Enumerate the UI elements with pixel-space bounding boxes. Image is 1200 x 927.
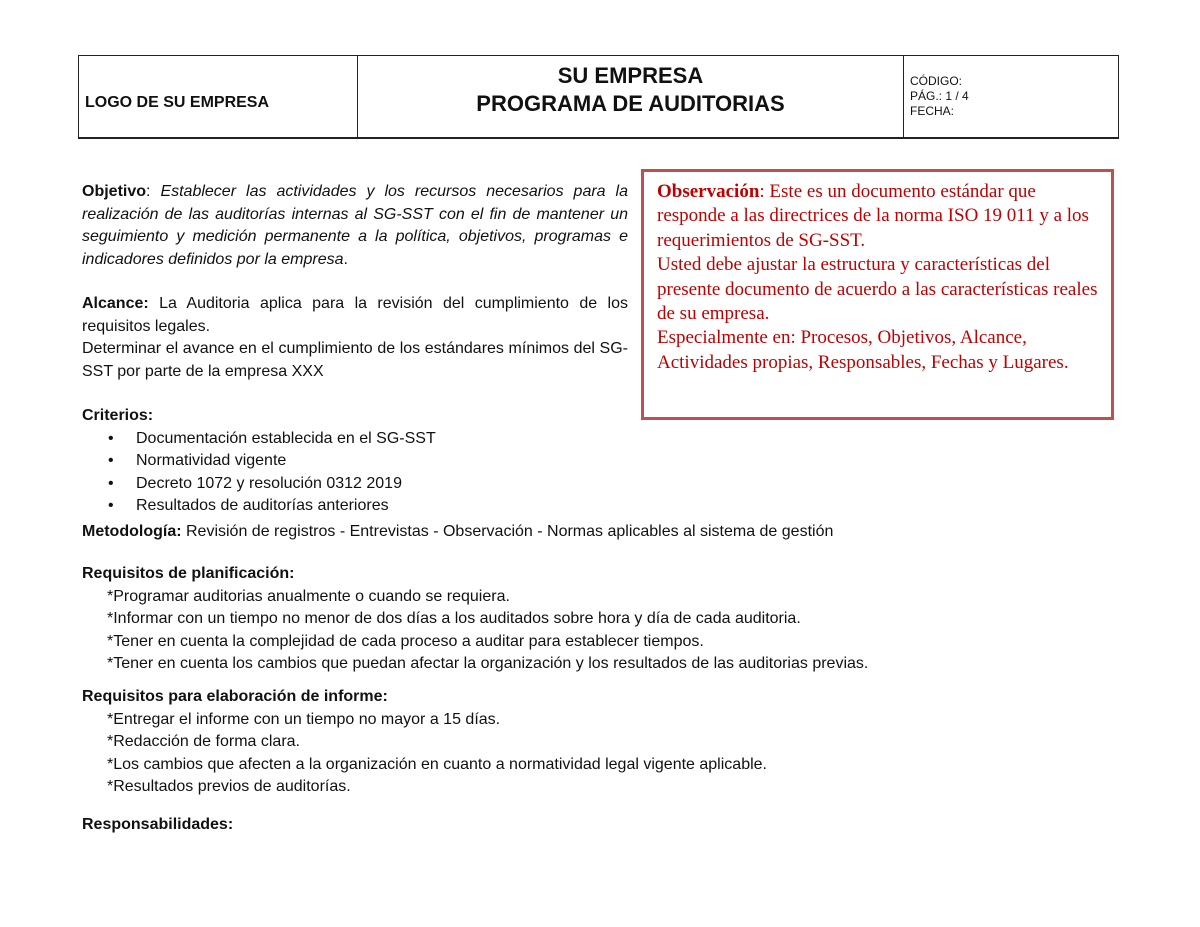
scope-text-2: Determinar el avance en el cumplimiento de los estándares mínimos del SG-SST por parte de la empresa XXX bbox=[82, 340, 628, 380]
report-section bbox=[82, 686, 1122, 799]
bullet-icon: • bbox=[108, 452, 114, 469]
list-item: *Los cambios que afecten a la organización en cuanto a normatividad legal vigente aplicable. bbox=[107, 755, 767, 773]
list-item: *Tener en cuenta los cambios que puedan afectar la organización y los resultados de las auditorias previas. bbox=[107, 655, 869, 672]
bullet-icon: • bbox=[108, 497, 114, 514]
program-title: PROGRAMA DE AUDITORIAS bbox=[476, 90, 785, 116]
objective-label: Objetivo bbox=[82, 183, 147, 200]
logo-text: LOGO DE SU EMPRESA bbox=[85, 93, 270, 111]
left-column bbox=[82, 181, 628, 518]
objective-end: . bbox=[343, 250, 348, 268]
list-item: *Tener en cuenta la complejidad de cada proceso a auditar para establecer tiempos. bbox=[107, 632, 704, 650]
scope-text-1: La Auditoria aplica para la revisión del cumplimiento de los requisitos legales. bbox=[82, 295, 628, 335]
responsibilities-label: Responsabilidades: bbox=[82, 816, 234, 833]
page-label: PÁG.: 1 / 4 bbox=[910, 89, 969, 103]
list-item: • Decreto 1072 y resolución 0312 2019 bbox=[82, 473, 628, 496]
scope-label: Alcance: bbox=[82, 295, 149, 312]
logo-placeholder bbox=[79, 56, 358, 137]
objective-text: Establecer las actividades y los recursos necesarios para la realización de las auditorías internas al SG-SST con el fin de mantener un seguimiento y medición permanente a la política, objetivos, programas e indicadores definidos por la empresa bbox=[82, 183, 628, 268]
observation-box bbox=[641, 169, 1114, 420]
methodology-label: Metodología: bbox=[82, 523, 182, 540]
list-item: *Entregar el informe con un tiempo no mayor a 15 días. bbox=[107, 710, 501, 728]
methodology-text: Revisión de registros - Entrevistas - Observación - Normas aplicables al sistema de gestión bbox=[181, 523, 834, 540]
list-item: *Programar auditorias anualmente o cuando se requiera. bbox=[107, 587, 510, 605]
header-meta-cell bbox=[904, 56, 1118, 137]
objective-section bbox=[82, 181, 628, 271]
criteria-section bbox=[82, 405, 628, 518]
planning-section bbox=[82, 563, 1122, 676]
observation-text-3: Especialmente en: Procesos, Objetivos, Alcance, Actividades propias, Responsables, Fechas y Lugares. bbox=[657, 327, 1069, 373]
criteria-list bbox=[82, 428, 628, 518]
planning-label: Requisitos de planificación: bbox=[82, 565, 295, 582]
observation-text-1: : Este es un documento estándar que responde a las directrices de la norma ISO 19 011 y a los requerimientos de SG-SST. bbox=[657, 181, 1089, 251]
observation-label: Observación bbox=[657, 181, 760, 202]
criteria-label: Criterios: bbox=[82, 407, 154, 424]
document-header bbox=[78, 55, 1119, 139]
objective-separator: : bbox=[146, 183, 161, 200]
list-item: *Redacción de forma clara. bbox=[107, 733, 300, 750]
date-label: FECHA: bbox=[910, 104, 955, 118]
code-label: CÓDIGO: bbox=[910, 74, 963, 88]
list-item: • Resultados de auditorías anteriores bbox=[82, 495, 628, 518]
responsibilities-section bbox=[82, 814, 1122, 837]
header-title-cell bbox=[358, 56, 904, 137]
list-item: *Informar con un tiempo no menor de dos días a los auditados sobre hora y día de cada auditoria. bbox=[107, 610, 801, 627]
observation-text-2: Usted debe ajustar la estructura y características del presente documento de acuerdo a las características reales de su empresa. bbox=[657, 254, 1098, 325]
list-item: • Normatividad vigente bbox=[82, 450, 628, 473]
bullet-icon: • bbox=[108, 429, 114, 447]
company-name: SU EMPRESA bbox=[557, 62, 704, 88]
scope-section bbox=[82, 293, 628, 383]
bullet-icon: • bbox=[108, 474, 114, 492]
list-item: • Documentación establecida en el SG-SST bbox=[82, 428, 628, 451]
methodology-section bbox=[82, 521, 1122, 544]
list-item: *Resultados previos de auditorías. bbox=[107, 778, 351, 795]
report-label: Requisitos para elaboración de informe: bbox=[82, 688, 388, 705]
